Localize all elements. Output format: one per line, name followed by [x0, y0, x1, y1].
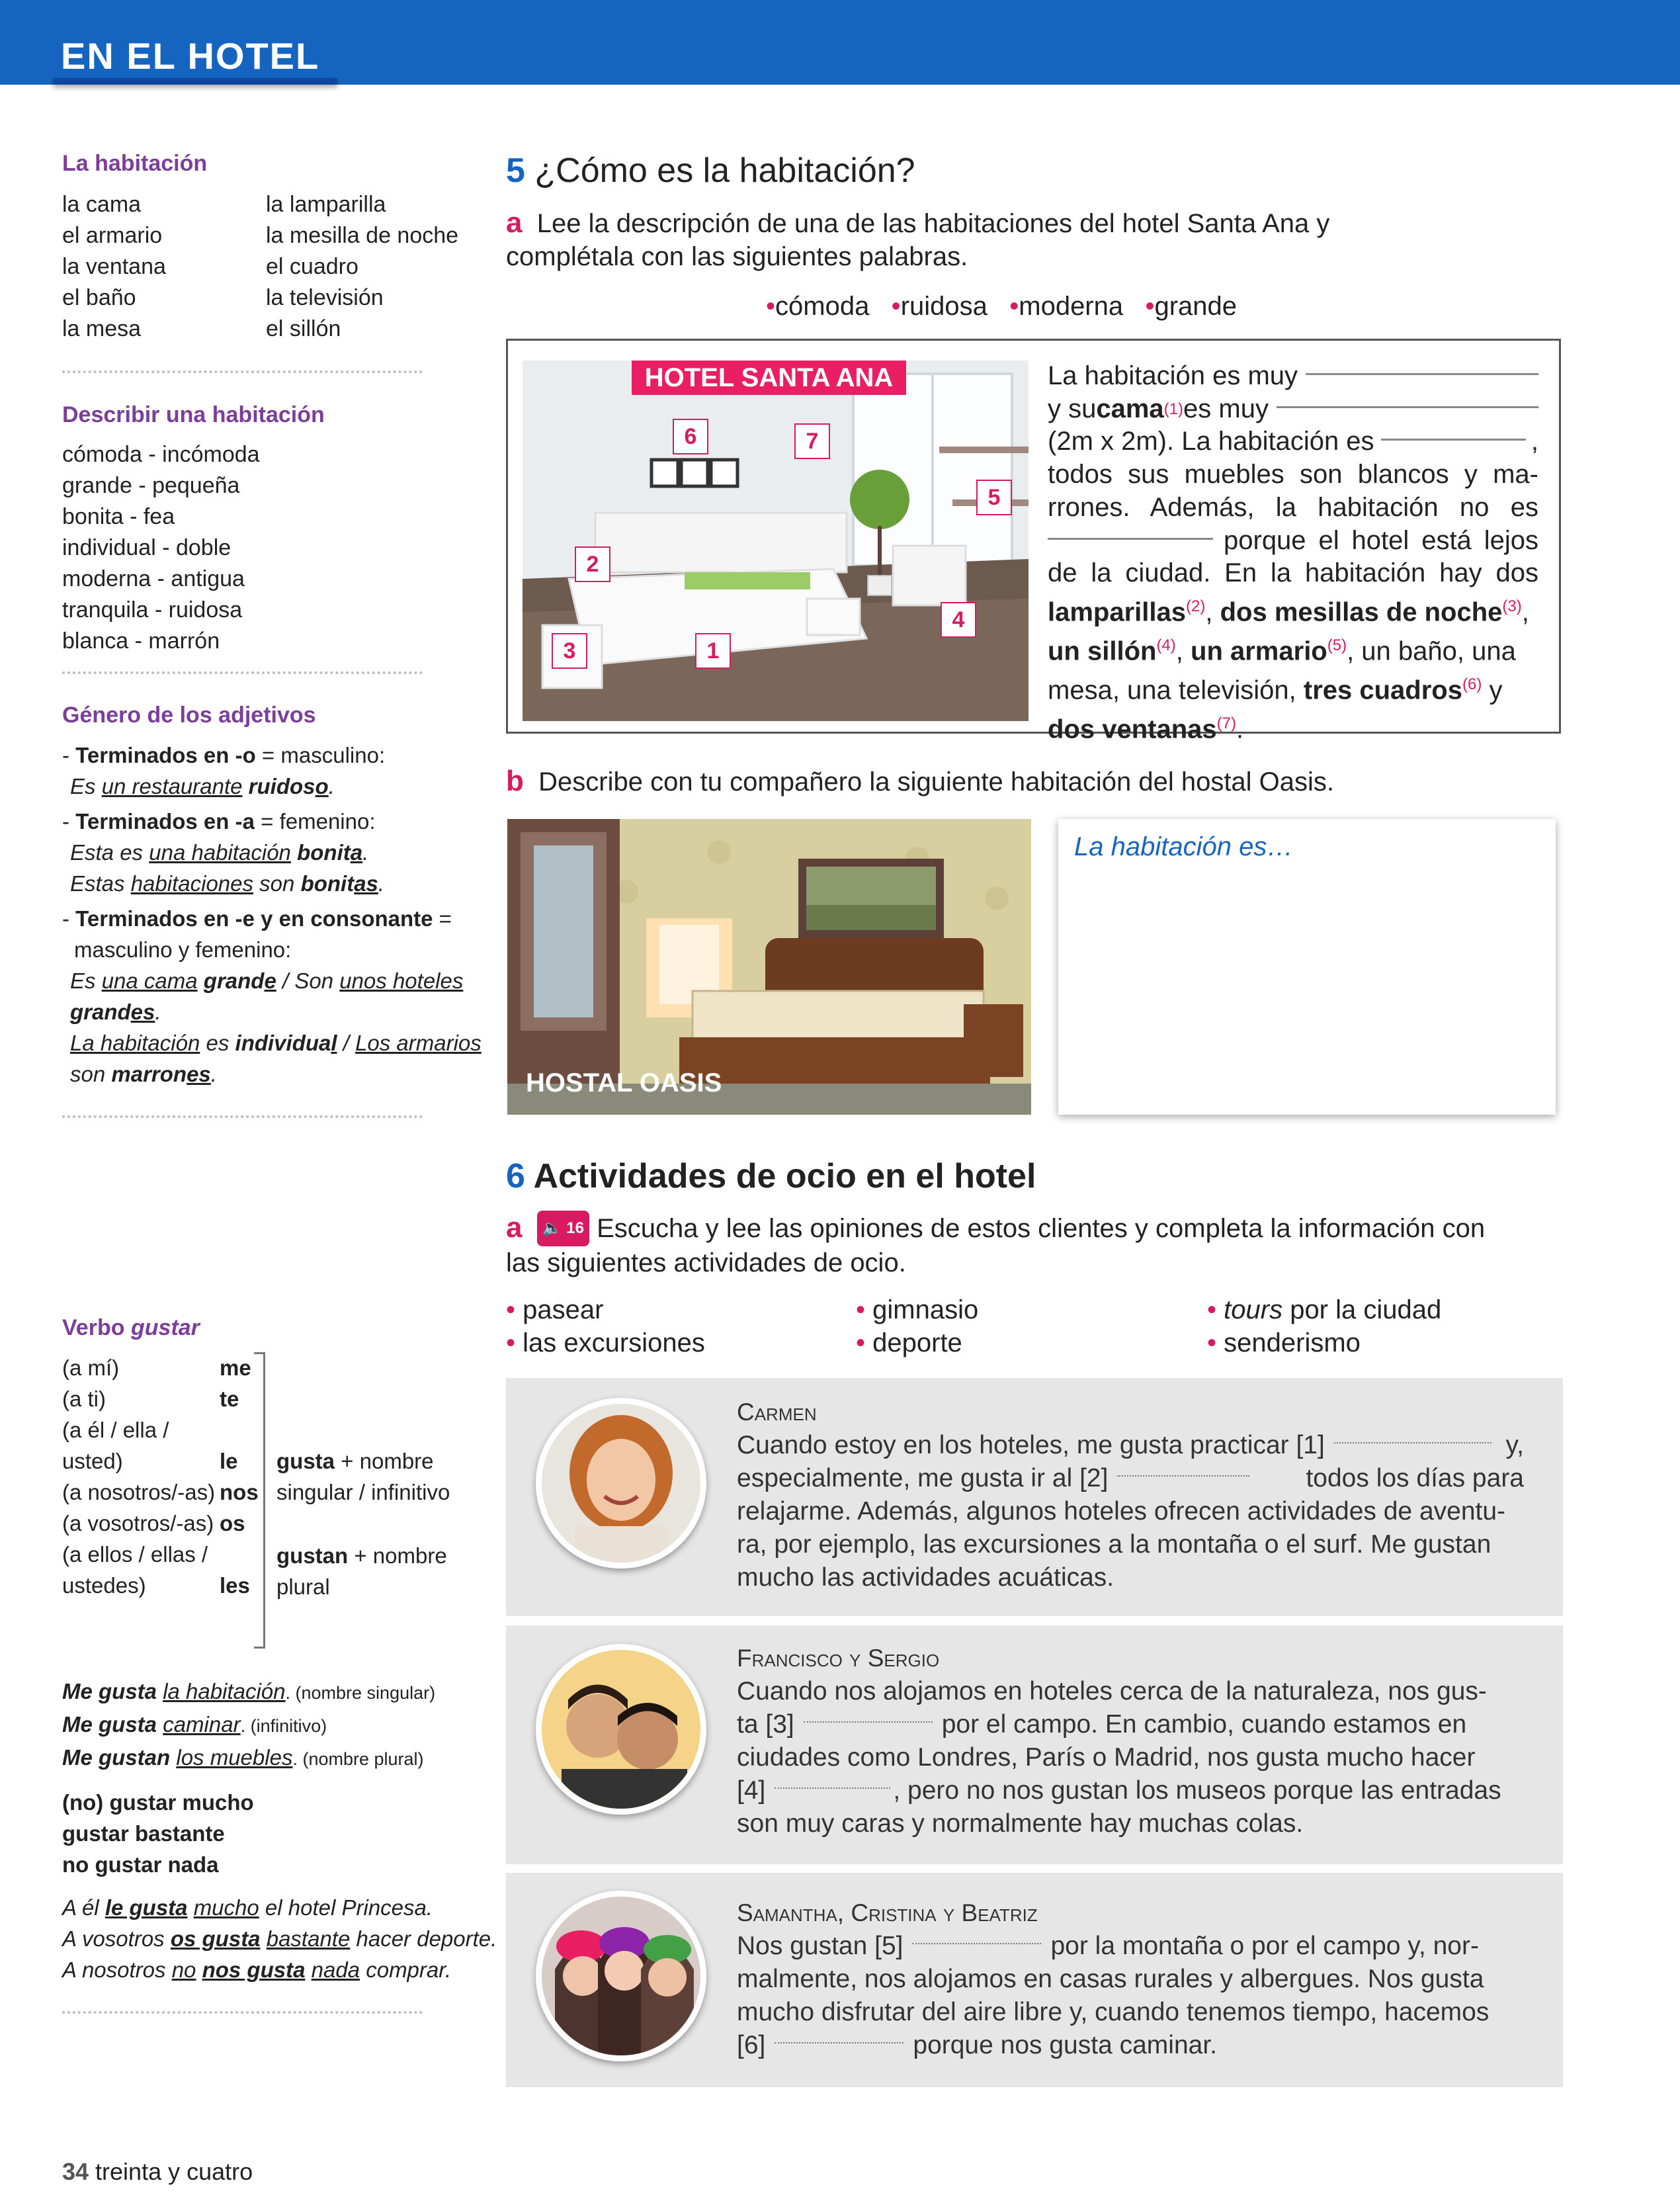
degree: (no) gustar mucho [62, 1790, 254, 1815]
desc-line: porque el hotel está lejos [1048, 525, 1538, 558]
activities-col2: • gimnasio • deporte [856, 1295, 979, 1357]
degree: gustar bastante [62, 1821, 225, 1846]
answer-placeholder: La habitación es… [1074, 832, 1294, 861]
clitic: le [220, 1449, 238, 1473]
page-footer: 34 treinta y cuatro [62, 2158, 253, 2185]
list-item: la televisión [266, 285, 384, 310]
desc-line: (2m x 2m). La habitación es , [1048, 427, 1538, 456]
activity-option: tours [1224, 1295, 1283, 1324]
list-item: la cama [62, 192, 142, 217]
list-item: la ventana [62, 254, 166, 279]
desc-line: rrones. Además, la habitación no es [1048, 492, 1538, 522]
pronoun: (a ellos / ellas / [62, 1542, 208, 1567]
sidebar-title-habitacion: La habitación [62, 151, 208, 176]
answer-blank-3[interactable] [804, 1708, 933, 1723]
example: A vosotros os gusta bastante hacer deporte. [62, 1926, 497, 1951]
section-5a-instructions: a Lee la descripción de una de las habitaciones del hotel Santa Ana y complétala con las siguientes palabras. [506, 206, 1330, 271]
list-item: el cuadro [266, 254, 358, 279]
section-6-heading: 6 Actividades de ocio en el hotel [506, 1157, 1036, 1195]
marker-3: 3 [552, 633, 587, 669]
pronoun: (a nosotros/-as) [62, 1480, 216, 1504]
sidebar-title-gustar: Verbo gustar [62, 1315, 200, 1340]
hotel-room-image [523, 361, 1029, 721]
list-item: tranquila - ruidosa [62, 597, 243, 623]
marker-2: 2 [575, 546, 610, 582]
marker-6: 6 [673, 419, 708, 454]
clitic: os [220, 1511, 245, 1535]
avatar [536, 1891, 706, 2061]
desc-line: todos sus muebles son blancos y ma- [1048, 460, 1538, 490]
people-illustration [542, 1650, 700, 1809]
pronoun: usted) [62, 1449, 123, 1473]
desc-line: y su cama (1) es muy [1048, 393, 1538, 426]
pronoun: (a él / ella / [62, 1418, 169, 1442]
pronoun: (a ti) [62, 1387, 106, 1411]
avatar [536, 1398, 706, 1569]
list-item: grande - pequeña [62, 473, 240, 498]
section-5-heading: 5 ¿Cómo es la habitación? [506, 151, 915, 190]
bracket [254, 1352, 265, 1649]
divider [62, 671, 423, 674]
pronoun: (a mí) [62, 1355, 120, 1380]
person-illustration [542, 1404, 700, 1563]
marker-7: 7 [794, 423, 830, 459]
clitic: les [220, 1573, 250, 1598]
list-item: blanca - marrón [62, 628, 220, 654]
desc-line: dos ventanas$^{(7)}$. [1048, 714, 1244, 744]
rule-masculino: - Terminados en -o = masculino: [62, 743, 386, 767]
gustar-plural: gustan + nombre plural [276, 1543, 447, 1599]
desc-line: un sillón$^{(4)}$, un armario$^{(5)}$, un baño, una [1048, 636, 1516, 666]
answer-textarea[interactable] [1058, 819, 1556, 1115]
example: A él le gusta mucho el hotel Princesa. [62, 1895, 433, 1920]
activity-option: las excursiones [523, 1328, 705, 1357]
answer-blank[interactable] [1048, 525, 1213, 540]
list-item: la mesilla de noche [266, 223, 459, 248]
speaker-name: Carmen [737, 1398, 817, 1426]
speaker-name: Samantha, Cristina y Beatriz [737, 1899, 1038, 1926]
word-option: moderna [1019, 292, 1124, 321]
list-item: el baño [62, 285, 136, 310]
list-item: el armario [62, 223, 163, 248]
list-item: el sillón [266, 316, 341, 341]
answer-blank[interactable] [1381, 425, 1526, 441]
sidebar-title-genero: Género de los adjetivos [62, 703, 316, 728]
habitacion-list-col2 [266, 189, 458, 345]
habitacion-list-col1 [62, 189, 166, 345]
desc-line: mesa, una televisión, tres cuadros$^{(6)}$ y [1048, 675, 1503, 705]
example: Es un restaurante ruidoso. [70, 774, 335, 798]
activities-col1: • pasear • las excursiones [506, 1295, 705, 1357]
list-item: moderna - antigua [62, 566, 245, 591]
divider [62, 1115, 423, 1118]
samantha-cristina-beatriz-text: Samantha, Cristina y Beatriz Nos gustan [5] por la montaña o por el campo y, nor- malmente, nos alojamos en casas rurales y albergues. Nos gusta mucho disfrutar del aire libre y, cuando tenemos tiempo, hacemos [6] porque nos gusta caminar. [737, 1897, 1524, 2062]
list-item: la lamparilla [266, 192, 386, 217]
gustar-pronouns [62, 1352, 215, 1601]
describir-list [62, 439, 260, 657]
pronoun: ustedes) [62, 1573, 146, 1598]
word-bank: •cómoda •ruidosa •moderna •grande [766, 292, 1238, 321]
hostal-label: HOSTAL OASIS [526, 1068, 722, 1097]
desc-line: La habitación es muy [1048, 360, 1538, 393]
word-option: ruidosa [900, 292, 987, 321]
marker-1: 1 [695, 633, 731, 669]
example: Esta es una habitación bonita. [70, 840, 369, 865]
example: Me gusta caminar. (infinitivo) [62, 1712, 327, 1737]
header-underline [53, 78, 337, 85]
speaker-name: Francisco y Sergio [737, 1645, 940, 1672]
list-item: bonita - fea [62, 504, 175, 529]
answer-blank-2[interactable] [1117, 1462, 1249, 1477]
list-item: cómoda - incómoda [62, 442, 260, 467]
example: Estas habitaciones son bonitas. [70, 871, 385, 896]
desc-line: lamparillas$^{(2)}$, dos mesillas de noche$^{(3)}$, [1048, 597, 1529, 627]
francisco-sergio-text: Francisco y Sergio Cuando nos alojamos en hoteles cerca de la naturaleza, nos gus- ta [3] por el campo. En cambio, cuando estamos en ciudades como Londres, París o Madrid, nos gusta mucho hacer [4] , pero no nos gustan los museos porque las entradas son muy caras y normalmente hay muchas colas. [737, 1642, 1524, 1840]
example: Es una cama grande / Son unos hoteles [70, 968, 464, 993]
gustar-singular: gusta + nombre singular / infinitivo [276, 1449, 450, 1504]
word-option: grande [1154, 292, 1238, 321]
marker-4: 4 [941, 602, 976, 638]
audio-track-button[interactable]: 🔈 16 [537, 1211, 589, 1246]
genero-rules [62, 740, 482, 1090]
answer-blank-4[interactable] [775, 1774, 890, 1789]
word-option: cómoda [775, 292, 870, 321]
sidebar-title-describir: Describir una habitación [62, 402, 325, 427]
divider [62, 2011, 423, 2014]
page-title: EN EL HOTEL [61, 35, 320, 77]
rule-text: masculino y femenino: [74, 937, 292, 962]
example: Me gustan los muebles. (nombre plural) [62, 1745, 424, 1770]
section-5b-instructions: b Describe con tu compañero la siguiente habitación del hostal Oasis. [506, 765, 1335, 797]
rule-ambos: - Terminados en -e y en consonante = [62, 906, 452, 931]
answer-blank[interactable] [1306, 360, 1538, 375]
clitic: me [220, 1355, 251, 1380]
gustar-clitics [220, 1352, 259, 1601]
section-6a-instructions: a 🔈 16 Escucha y lee las opiniones de estos clientes y completa la información con las siguientes actividades de ocio. [506, 1211, 1486, 1277]
hotel-description [1048, 360, 1538, 746]
divider [62, 370, 423, 373]
activity-option: pasear [523, 1295, 604, 1324]
gustar-examples [62, 1676, 497, 1985]
activity-option: senderismo [1224, 1328, 1361, 1357]
answer-blank-1[interactable] [1334, 1429, 1491, 1443]
marker-5: 5 [976, 480, 1012, 515]
example: La habitación es individual / Los armarios [70, 1031, 482, 1055]
desc-line: de la ciudad. En la habitación hay dos [1048, 558, 1538, 588]
activity-option: gimnasio [872, 1295, 979, 1324]
clitic: nos [220, 1480, 259, 1504]
example: son marrones. [70, 1062, 217, 1086]
activities-col3: • tours por la ciudad • senderismo [1207, 1295, 1442, 1357]
example: Me gusta la habitación. (nombre singular) [62, 1679, 436, 1703]
answer-blank-5[interactable] [912, 1930, 1041, 1944]
activity-option: deporte [872, 1328, 962, 1357]
avatar [536, 1644, 706, 1815]
answer-blank[interactable] [1277, 393, 1538, 408]
answer-blank-6[interactable] [775, 2029, 903, 2043]
hotel-room-illustration [523, 361, 1029, 721]
carmen-text: Carmen Cuando estoy en los hoteles, me gusta practicar [1] y, especialmente, me gusta ir al [2] todos los días para relajarme. Además, algunos hoteles ofrecen actividades de aventu- ra, por ejemplo, las excursiones a la montaña o el surf. Me gustan mucho las actividades acuáticas. [737, 1396, 1524, 1594]
hotel-label: HOTEL SANTA ANA [632, 361, 906, 395]
speaker-icon: 🔈 [542, 1219, 562, 1237]
list-item: individual - doble [62, 535, 231, 560]
list-item: la mesa [62, 316, 142, 341]
degree: no gustar nada [62, 1852, 219, 1877]
example: A nosotros no nos gusta nada comprar. [62, 1957, 452, 1982]
example: grandes. [70, 1000, 161, 1024]
pronoun: (a vosotros/-as) [62, 1511, 214, 1535]
rule-femenino: - Terminados en -a = femenino: [62, 809, 376, 834]
people-illustration [542, 1897, 700, 2055]
clitic: te [220, 1387, 239, 1411]
